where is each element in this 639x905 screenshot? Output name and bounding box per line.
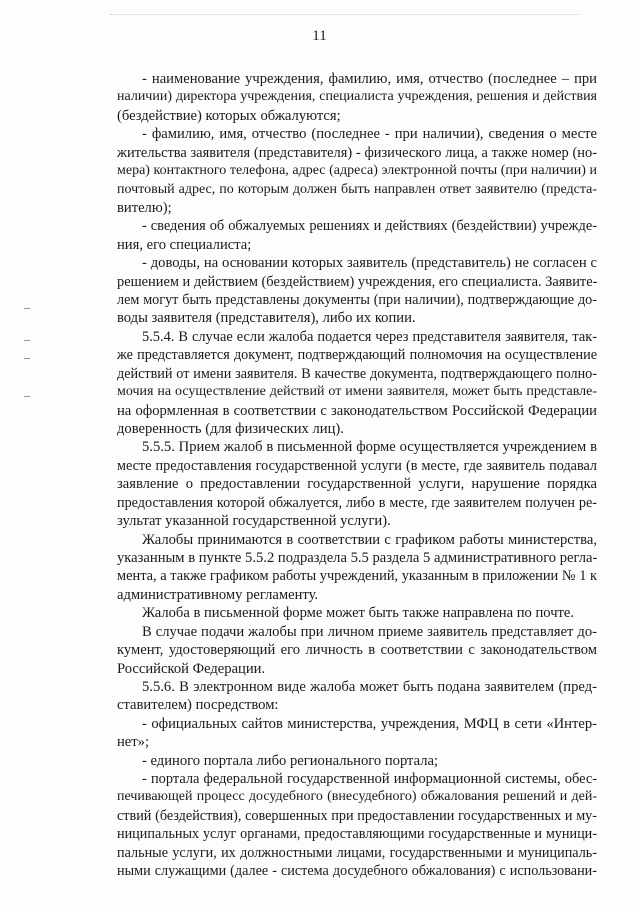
text-line: 5.5.6. В электронном виде жалоба может быть подана заявителем (пред- (142, 678, 597, 695)
text-line: воды заявителя (представителя), либо их копии. (117, 310, 416, 327)
text-line: В случае подачи жалобы при личном приеме заявитель представляет до- (142, 623, 597, 640)
text-line: же представляется документ, подтверждающий полномочия на осуществление (117, 347, 597, 364)
text-line: ставителем) посредством: (117, 697, 279, 714)
text-line: Российской Федерации. (117, 660, 266, 677)
text-line: доверенность (для физических лиц). (117, 421, 344, 438)
text-line: мера) контактного телефона, адрес (адреса) электронной почты (при наличии) и (117, 163, 597, 179)
scan-artifact-top (110, 14, 580, 17)
text-line: - портала федеральной государственной информационной системы, обес- (142, 771, 597, 788)
text-line: заявление о предоставлении государственной услуги, нарушение порядка (117, 476, 597, 493)
text-line: лем могут быть представлены документы (при наличии), подтверждающие до- (117, 292, 597, 309)
text-line: ниципальных услуг органами, предоставляющими государственные и муници- (117, 826, 597, 843)
text-line: решением и действием (бездействием) учреждения, его специалиста. Заявите- (117, 273, 598, 290)
text-line: указанным в пункте 5.5.2 подраздела 5.5 раздела 5 административного регла- (117, 549, 598, 566)
text-line: 5.5.5. Прием жалоб в письменной форме осуществляется учреждением в (142, 439, 597, 456)
text-line: пальные услуги, их должностными лицами, государственными и муниципаль- (117, 844, 597, 861)
text-line: Жалобы принимаются в соответствии с графиком работы министерства, (142, 531, 597, 548)
text-line: Жалоба в письменной форме может быть также направлена по почте. (142, 605, 575, 622)
text-line: нет»; (117, 734, 150, 751)
text-line: мента, а также графиком работы учреждений, указанным в приложении № 1 к (117, 568, 597, 585)
text-line: - фамилию, имя, отчество (последнее - при наличии), сведения о месте (142, 126, 597, 143)
text-line: - сведения об обжалуемых решениях и действиях (бездействии) учрежде- (142, 218, 597, 235)
text-line: - единого портала либо регионального портала; (142, 752, 439, 769)
text-line: ствий (бездействия), совершенных при предоставлении государственных и му- (117, 807, 597, 824)
text-line: - наименование учреждения, фамилию, имя, отчество (последнее – при (142, 71, 597, 87)
text-line: наличии) директора учреждения, специалиста учреждения, решения и действия (117, 89, 597, 105)
text-line: - доводы, на основании которых заявитель (представитель) не согласен с (142, 255, 597, 272)
text-line: жительства заявителя (представителя) - физического лица, а также номер (но- (117, 144, 597, 161)
text-line: - официальных сайтов министерства, учреждения, МФЦ в сети «Интер- (142, 715, 597, 732)
text-line: зультат указанной государственной услуги). (117, 513, 391, 530)
text-line: месте предоставления государственной услуги (в месте, где заявитель подавал (117, 457, 597, 474)
page-number: 11 (312, 28, 327, 44)
scan-artifact-margin (24, 300, 32, 410)
text-line: действий от имени заявителя. В качестве документа, подтверждающего полно- (117, 365, 597, 382)
document-body (117, 70, 597, 881)
text-line: вителю); (117, 199, 172, 216)
text-line: ными служащими (далее - система досудебного обжалования) с использовани- (117, 863, 597, 880)
text-line: почтовый адрес, по которым должен быть направлен ответ заявителю (предста- (117, 181, 597, 197)
text-line: мочия на осуществление действий от имени заявителя, может быть представле- (117, 384, 597, 400)
text-line: кумент, удостоверяющий его личность в соответствии с законодательством (117, 642, 597, 659)
text-line: ния, его специалиста; (117, 236, 252, 253)
text-line: на оформленная в соответствии с законодательством Российской Федерации (117, 402, 597, 419)
text-line: 5.5.4. В случае если жалоба подается через представителя заявителя, так- (142, 328, 597, 345)
text-line: печивающей процесс досудебного (внесудебного) обжалования решений и дей- (117, 789, 597, 805)
text-line: (бездействие) которых обжалуются; (117, 107, 341, 124)
text-line: предоставления которой обжалуется, либо в месте, где заявителем получен ре- (117, 494, 597, 511)
text-line: административному регламенту. (117, 586, 319, 603)
